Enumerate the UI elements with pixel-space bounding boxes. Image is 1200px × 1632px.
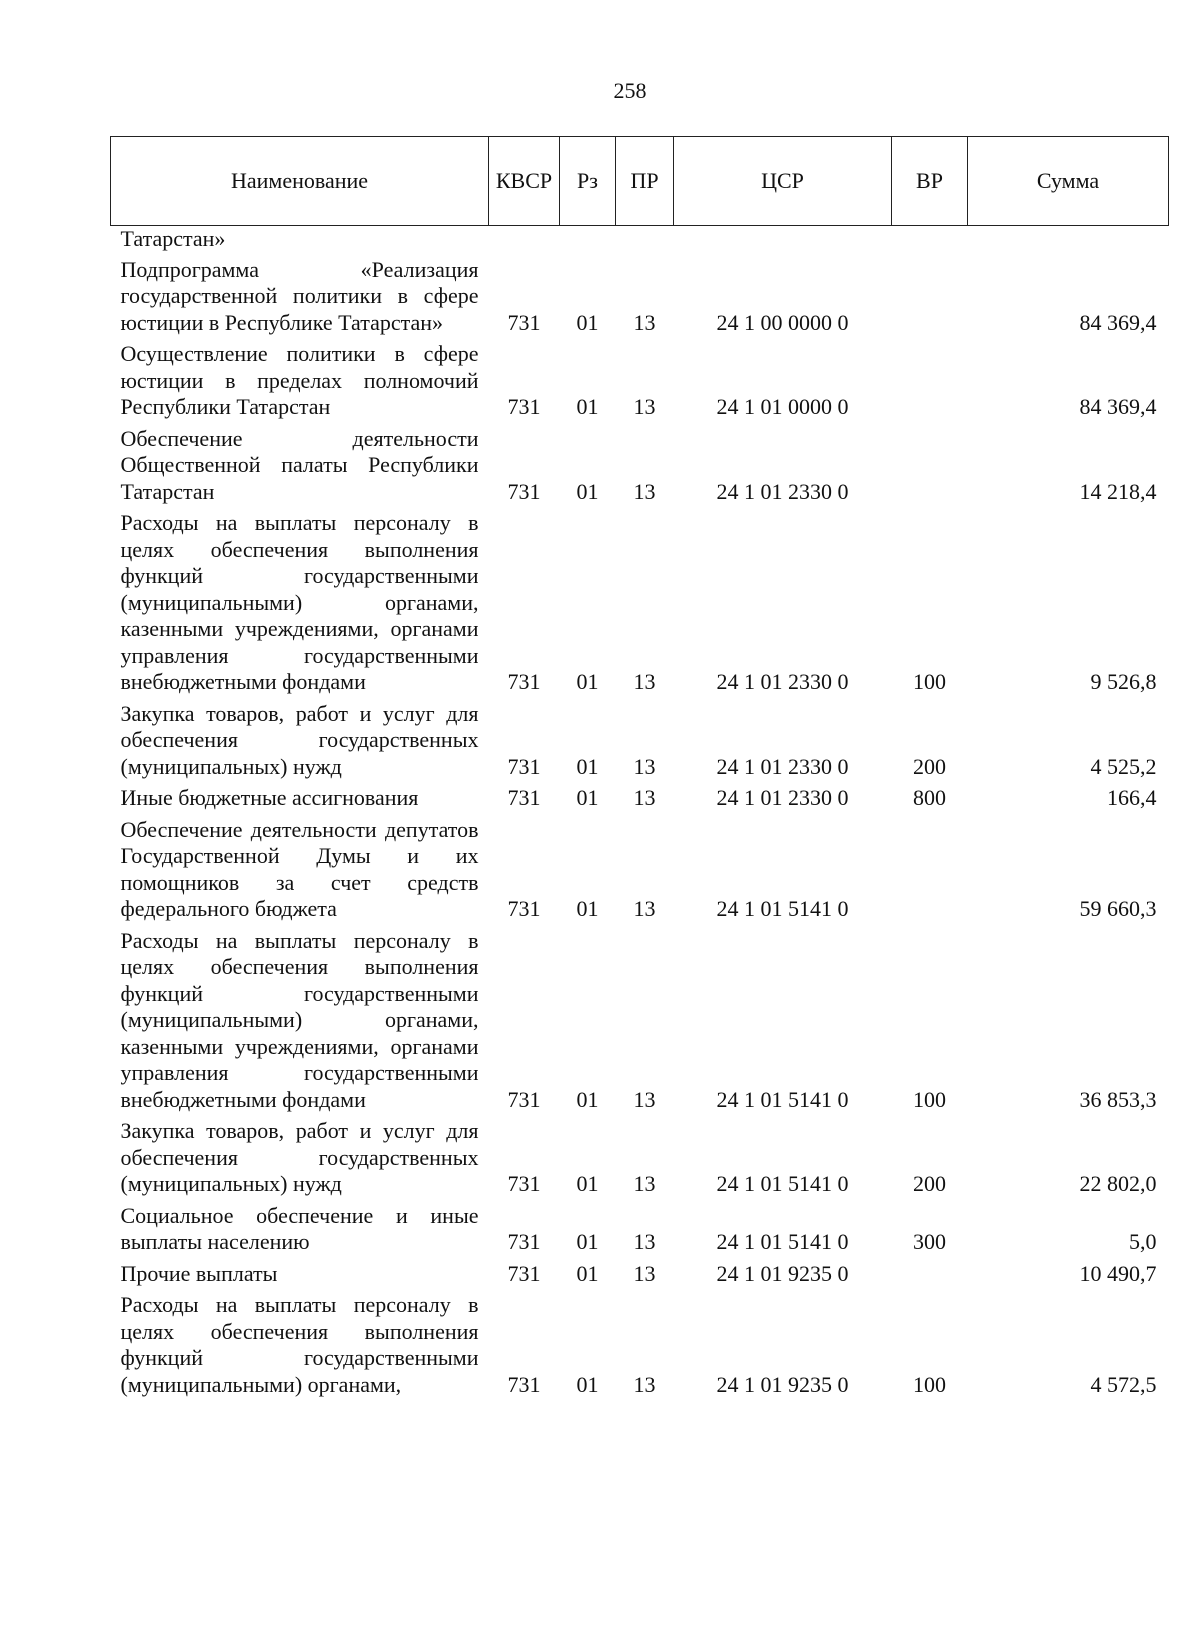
row-rz: 01: [576, 478, 599, 504]
row-csr: 24 1 01 2330 0: [716, 669, 849, 694]
row-kvsr: 731: [507, 785, 541, 810]
row-sum: 9 526,8: [1090, 669, 1157, 694]
page-number: 258: [613, 78, 647, 103]
row-rz: 01: [576, 1371, 599, 1397]
row-sum: 22 802,0: [1079, 1171, 1157, 1196]
row-name: Закупка товаров, работ и услуг для обеспечения государственных (муниципальных) нужд: [120, 1118, 479, 1196]
row-vr: [892, 339, 968, 424]
row-name: Социальное обеспечение и иные выплаты населению: [120, 1202, 479, 1254]
row-kvsr: 731: [507, 753, 541, 779]
row-pr: 13: [633, 1086, 656, 1112]
row-name: Закупка товаров, работ и услуг для обеспечения государственных (муниципальных) нужд: [120, 700, 479, 779]
continuation-row: [111, 226, 1169, 255]
row-name: Иные бюджетные ассигнования: [120, 785, 419, 810]
header-row: [111, 137, 1169, 226]
table-row: [111, 783, 1169, 815]
row-name: Расходы на выплаты персоналу в целях обеспечения выполнения функций государственными (муниципальными) органами, казенными учреждениями, органами управления государственными внебюджетными фондами: [120, 510, 479, 694]
row-rz: 01: [576, 1229, 599, 1254]
row-name: Обеспечение деятельности Общественной палаты Республики Татарстан: [120, 425, 479, 504]
row-kvsr: 731: [507, 896, 541, 921]
row-csr: 24 1 01 5141 0: [716, 1086, 849, 1112]
header-rz: Рз: [560, 137, 616, 226]
row-kvsr: 731: [507, 309, 541, 335]
row-sum: 59 660,3: [1079, 896, 1157, 921]
row-pr: 13: [633, 1171, 656, 1196]
header-kvsr: КВСР: [489, 137, 560, 226]
table-row: [111, 1259, 1169, 1291]
row-name: Расходы на выплаты персоналу в целях обеспечения выполнения функций государственными (муниципальными) органами, казенными учреждениями, органами управления государственными внебюджетными фондами: [120, 927, 479, 1112]
row-rz: 01: [576, 1260, 599, 1286]
row-csr: 24 1 00 0000 0: [716, 309, 849, 335]
table-header: [111, 137, 1169, 226]
row-name: Осуществление политики в сфере юстиции в пределах полномочий Республики Татарстан: [120, 341, 479, 419]
row-kvsr: 731: [507, 478, 541, 504]
row-sum: 4 525,2: [1090, 753, 1157, 779]
row-csr: 24 1 01 2330 0: [716, 785, 849, 810]
row-csr: 24 1 01 5141 0: [716, 1229, 849, 1254]
row-pr: 13: [633, 669, 656, 694]
row-pr: 13: [633, 785, 656, 810]
row-vr: 800: [913, 785, 946, 810]
row-kvsr: 731: [507, 1371, 541, 1397]
header-vr: ВР: [892, 137, 968, 226]
row-rz: 01: [576, 785, 599, 810]
row-rz: 01: [576, 1171, 599, 1196]
continuation-text: Татарстан»: [120, 226, 226, 251]
table-row: [111, 508, 1169, 699]
row-sum: 5,0: [1129, 1229, 1157, 1254]
row-kvsr: 731: [507, 1086, 541, 1112]
row-csr: 24 1 01 9235 0: [716, 1371, 849, 1397]
row-vr: 100: [913, 669, 946, 694]
row-vr: 300: [913, 1229, 946, 1254]
row-name: Прочие выплаты: [120, 1260, 278, 1286]
row-rz: 01: [576, 896, 599, 921]
row-pr: 13: [633, 309, 656, 335]
budget-table: [110, 136, 1169, 1401]
row-kvsr: 731: [507, 1171, 541, 1196]
header-name: Наименование: [111, 137, 489, 226]
row-pr: 13: [633, 478, 656, 504]
row-pr: 13: [633, 1260, 656, 1286]
row-rz: 01: [576, 753, 599, 779]
row-name: Обеспечение деятельности депутатов Государственной Думы и их помощников за счет средств федерального бюджета: [120, 816, 479, 921]
row-csr: 24 1 01 2330 0: [716, 478, 849, 504]
row-pr: 13: [633, 1371, 656, 1397]
row-sum: 10 490,7: [1079, 1260, 1157, 1286]
row-name: Подпрограмма «Реализация государственной политики в сфере юстиции в Республике Татарстан»: [120, 256, 479, 335]
header-sum: Сумма: [968, 137, 1169, 226]
table-row: [111, 815, 1169, 926]
row-csr: 24 1 01 9235 0: [716, 1260, 849, 1286]
table-row: [111, 255, 1169, 340]
row-sum: 166,4: [1107, 785, 1157, 810]
row-csr: 24 1 01 5141 0: [716, 1171, 849, 1196]
row-sum: 36 853,3: [1079, 1086, 1157, 1112]
row-kvsr: 731: [507, 394, 541, 419]
row-pr: 13: [633, 753, 656, 779]
header-pr: ПР: [616, 137, 674, 226]
row-sum: 84 369,4: [1079, 309, 1157, 335]
table-row: [111, 424, 1169, 509]
row-rz: 01: [576, 1086, 599, 1112]
row-vr: [892, 255, 968, 340]
row-vr: 100: [913, 1086, 946, 1112]
row-sum: 14 218,4: [1079, 478, 1157, 504]
row-sum: 4 572,5: [1090, 1371, 1157, 1397]
table-row: [111, 1201, 1169, 1259]
row-rz: 01: [576, 669, 599, 694]
row-csr: 24 1 01 5141 0: [716, 896, 849, 921]
row-vr: [892, 815, 968, 926]
row-name: Расходы на выплаты персоналу в целях обеспечения выполнения функций государственными (муниципальными) органами,: [120, 1292, 479, 1397]
row-pr: 13: [633, 1229, 656, 1254]
row-vr: [892, 1259, 968, 1291]
row-csr: 24 1 01 0000 0: [716, 394, 849, 419]
row-kvsr: 731: [507, 1260, 541, 1286]
row-rz: 01: [576, 309, 599, 335]
table-body: [111, 226, 1169, 1402]
table-row: [111, 1116, 1169, 1201]
row-rz: 01: [576, 394, 599, 419]
row-vr: [892, 424, 968, 509]
row-vr: 100: [913, 1371, 946, 1397]
table-row: [111, 339, 1169, 424]
row-vr: 200: [913, 1171, 946, 1196]
row-vr: 200: [913, 753, 946, 779]
row-kvsr: 731: [507, 1229, 541, 1254]
table-row: [111, 699, 1169, 784]
row-sum: 84 369,4: [1079, 394, 1157, 419]
table-row: [111, 1290, 1169, 1401]
row-pr: 13: [633, 896, 656, 921]
row-kvsr: 731: [507, 669, 541, 694]
row-pr: 13: [633, 394, 656, 419]
table-row: [111, 926, 1169, 1117]
header-csr: ЦСР: [674, 137, 892, 226]
row-csr: 24 1 01 2330 0: [716, 753, 849, 779]
